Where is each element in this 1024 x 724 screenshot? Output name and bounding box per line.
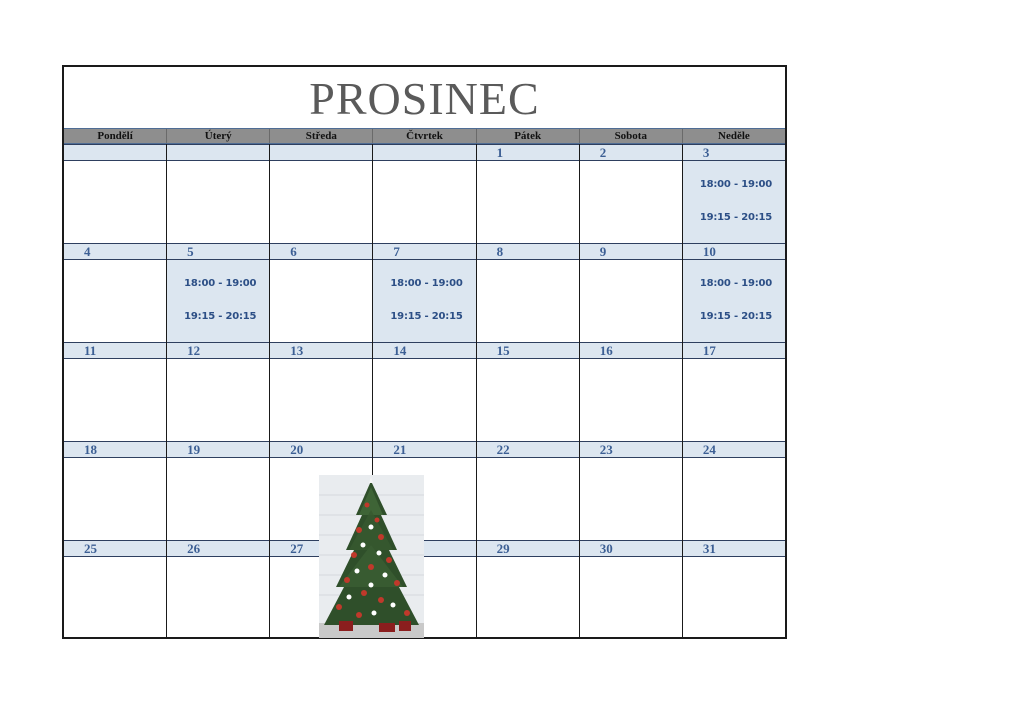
time-slot: 19:15 - 20:15 [390,311,463,322]
day-cell[interactable] [166,441,269,540]
day-body [683,359,785,441]
day-number: 31 [683,540,785,557]
christmas-tree-image [319,475,424,638]
day-number [270,144,372,161]
day-cell[interactable] [476,441,579,540]
day-cell[interactable] [64,342,166,441]
day-number: 21 [373,441,475,458]
day-body [167,260,269,342]
day-body [64,557,166,639]
day-cell[interactable] [682,441,785,540]
day-body [580,458,682,540]
day-body [580,557,682,639]
day-number: 14 [373,342,475,359]
day-cell[interactable] [682,144,785,243]
day-body [167,458,269,540]
day-body [373,359,475,441]
weekday-wednesday: Středa [269,129,372,143]
time-slot: 18:00 - 19:00 [699,278,773,289]
day-body [477,359,579,441]
day-body [477,557,579,639]
day-body [167,557,269,639]
week-row [64,342,785,441]
day-number: 4 [64,243,166,260]
time-slot: 18:00 - 19:00 [699,179,773,190]
day-cell[interactable] [682,540,785,639]
day-number: 11 [64,342,166,359]
day-body [167,359,269,441]
day-cell[interactable] [269,342,372,441]
day-number: 17 [683,342,785,359]
day-number: 29 [477,540,579,557]
day-body [373,260,475,342]
time-slot: 19:15 - 20:15 [699,212,773,223]
day-body [683,161,785,243]
day-cell[interactable] [166,144,269,243]
day-body [580,359,682,441]
weekday-sunday: Neděle [682,129,785,143]
day-cell[interactable] [372,243,475,342]
day-cell[interactable] [579,441,682,540]
day-cell[interactable] [579,144,682,243]
day-cell[interactable] [64,144,166,243]
time-slot: 19:15 - 20:15 [184,311,257,322]
day-cell[interactable] [166,342,269,441]
day-number: 15 [477,342,579,359]
day-number: 9 [580,243,682,260]
day-body [477,260,579,342]
day-number: 18 [64,441,166,458]
day-cell[interactable] [64,441,166,540]
day-number: 10 [683,243,785,260]
day-number: 2 [580,144,682,161]
day-cell[interactable] [579,243,682,342]
calendar [62,65,787,639]
weekday-friday: Pátek [476,129,579,143]
day-body [373,161,475,243]
day-number: 16 [580,342,682,359]
day-number: 23 [580,441,682,458]
day-number [64,144,166,161]
day-number: 20 [270,441,372,458]
day-body [477,161,579,243]
day-body [64,458,166,540]
day-body [683,557,785,639]
day-number: 7 [373,243,475,260]
day-body [270,359,372,441]
day-number: 5 [167,243,269,260]
day-body [270,161,372,243]
day-number: 24 [683,441,785,458]
day-number: 1 [477,144,579,161]
weekday-saturday: Sobota [579,129,682,143]
day-cell[interactable] [166,243,269,342]
day-body [270,260,372,342]
time-slot: 18:00 - 19:00 [184,278,257,289]
day-body [64,359,166,441]
weekday-header [64,128,785,144]
day-body [64,161,166,243]
day-number: 30 [580,540,682,557]
day-cell[interactable] [476,144,579,243]
day-number: 8 [477,243,579,260]
day-cell[interactable] [682,342,785,441]
day-body [580,260,682,342]
day-cell[interactable] [682,243,785,342]
time-slot: 19:15 - 20:15 [699,311,773,322]
day-cell[interactable] [64,540,166,639]
day-cell[interactable] [269,144,372,243]
day-cell[interactable] [476,243,579,342]
day-cell[interactable] [64,243,166,342]
day-cell[interactable] [372,342,475,441]
day-cell[interactable] [269,243,372,342]
day-body [580,161,682,243]
day-body [64,260,166,342]
day-number: 6 [270,243,372,260]
day-number: 13 [270,342,372,359]
day-body [477,458,579,540]
day-cell[interactable] [476,342,579,441]
weekday-monday: Pondělí [97,130,133,142]
day-cell[interactable] [476,540,579,639]
week-row [64,144,785,243]
weekday-tuesday: Úterý [166,129,269,143]
day-number: 19 [167,441,269,458]
week-row [64,540,785,639]
time-slot: 18:00 - 19:00 [390,278,463,289]
day-cell[interactable] [166,540,269,639]
week-row [64,243,785,342]
weekday-thursday: Čtvrtek [372,129,475,143]
day-body [167,161,269,243]
day-number: 12 [167,342,269,359]
day-number: 22 [477,441,579,458]
week-row [64,441,785,540]
day-body [683,458,785,540]
month-title: PROSINEC [309,73,540,124]
day-number: 3 [683,144,785,161]
day-cell[interactable] [579,342,682,441]
day-cell[interactable] [372,144,475,243]
day-number [373,144,475,161]
day-cell[interactable] [579,540,682,639]
day-number: 26 [167,540,269,557]
calendar-grid [64,144,785,639]
day-number: 27 [270,540,372,557]
day-number [167,144,269,161]
day-number: 25 [64,540,166,557]
day-body [683,260,785,342]
